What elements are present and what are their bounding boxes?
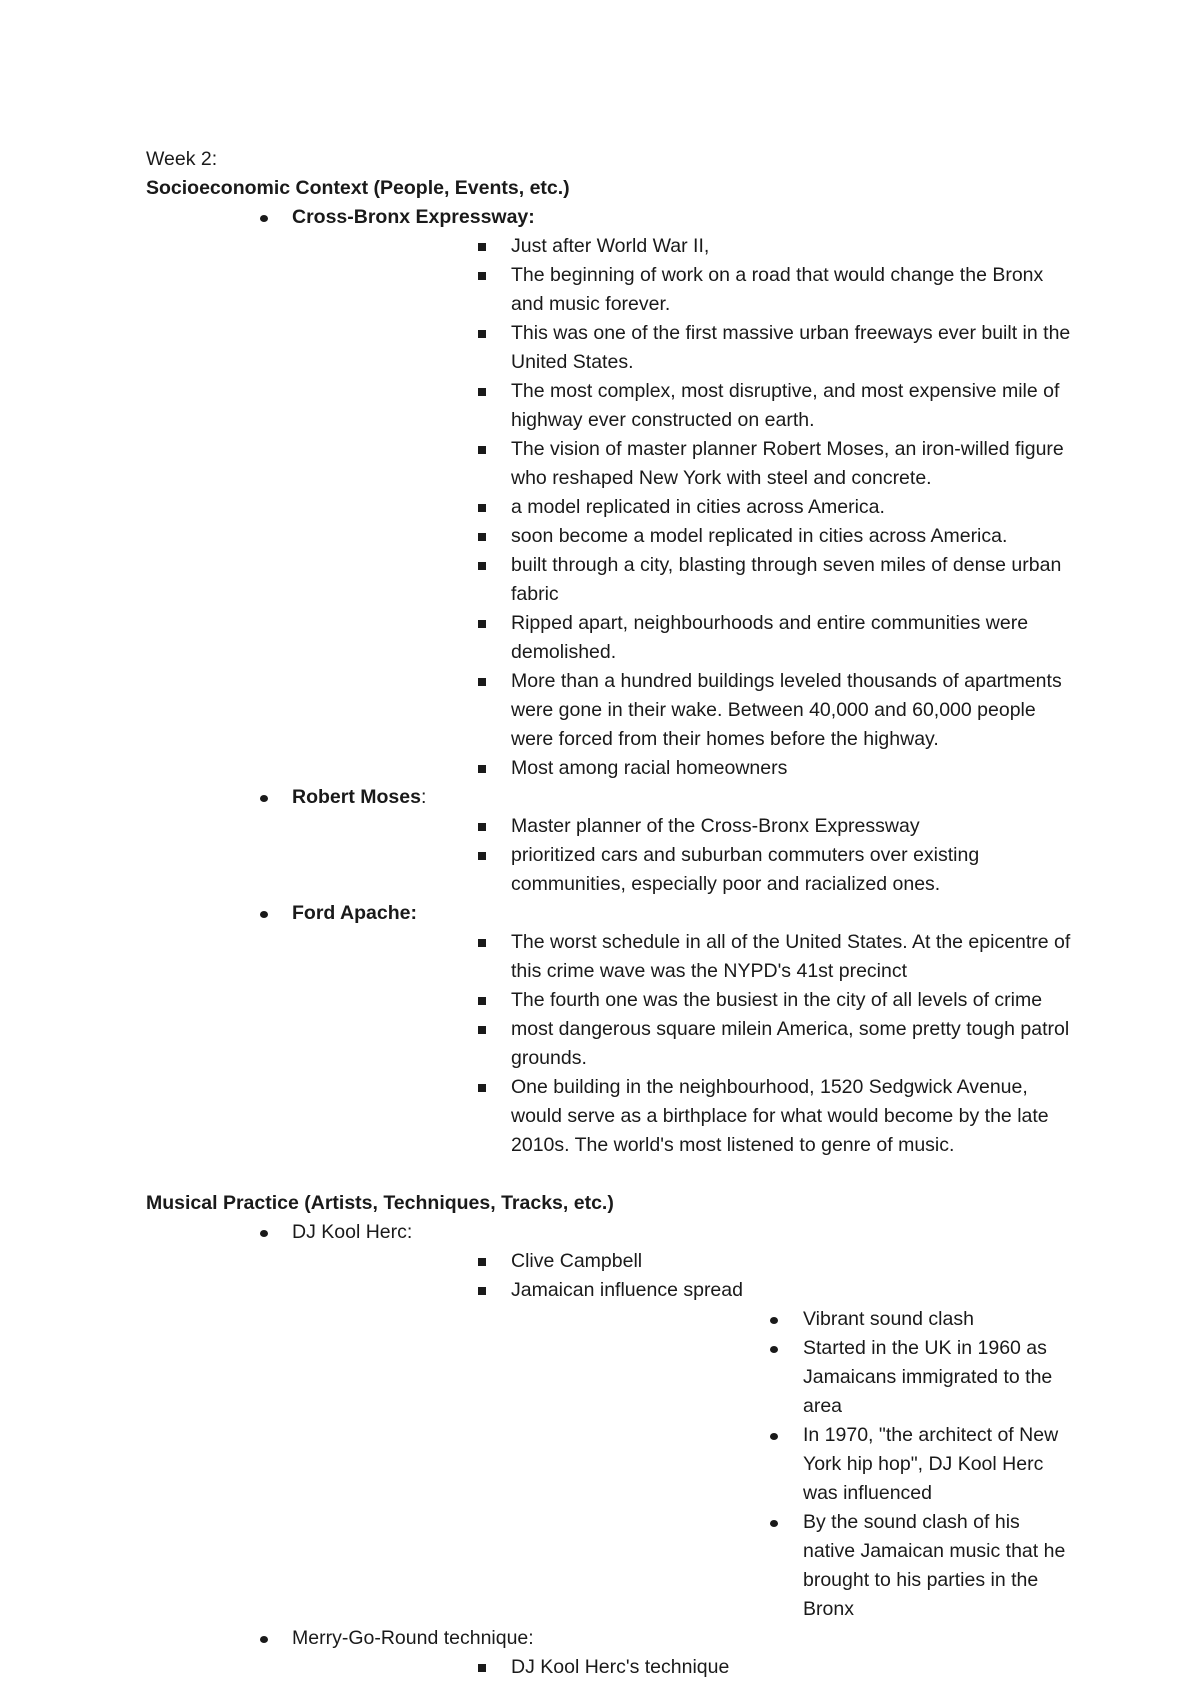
bullet-disc-icon [767, 1305, 787, 1334]
bullet-square-icon [475, 1276, 495, 1305]
bullet-disc-icon [257, 1624, 277, 1653]
bullet-square-icon [475, 1015, 495, 1044]
list-item-merry-go-round [146, 1624, 1076, 1653]
list-item: DJ Kool Herc's technique [292, 1653, 1076, 1682]
merry-go-round-sublist [292, 1653, 1076, 1682]
list-item-ford-apache [146, 899, 1076, 928]
list-item: Started in the UK in 1960 as Jamaicans immigrated to the area [511, 1334, 1076, 1421]
section-spacer [146, 1160, 1076, 1189]
bullet-square-icon [475, 1247, 495, 1276]
ford-apache-sublist [292, 928, 1076, 1160]
list-item: a model replicated in cities across America. [292, 493, 1076, 522]
robert-moses-sublist [292, 812, 1076, 899]
bullet-square-icon [475, 1653, 495, 1682]
list-item: One building in the neighbourhood, 1520 Sedgwick Avenue, would serve as a birthplace for what would become by the late 2010s. The world's most listened to genre of music. [292, 1073, 1076, 1160]
bullet-square-icon [475, 812, 495, 841]
socioeconomic-list [146, 203, 1076, 1160]
list-item: The beginning of work on a road that would change the Bronx and music forever. [292, 261, 1076, 319]
dj-kool-herc-sublist [292, 1247, 1076, 1624]
bullet-square-icon [475, 841, 495, 870]
bullet-square-icon [475, 754, 495, 783]
bullet-square-icon [475, 493, 495, 522]
list-item: most dangerous square milein America, some pretty tough patrol grounds. [292, 1015, 1076, 1073]
item-label: Ford Apache: [292, 902, 417, 924]
bullet-disc-icon [257, 203, 277, 232]
item-label-suffix: : [420, 786, 427, 808]
musical-practice-list [146, 1218, 1076, 1682]
bullet-square-icon [475, 319, 495, 348]
list-item: Vibrant sound clash [511, 1305, 1076, 1334]
list-item: The vision of master planner Robert Moses, an iron-willed figure who reshaped New York with steel and concrete. [292, 435, 1076, 493]
list-item: Ripped apart, neighbourhoods and entire communities were demolished. [292, 609, 1076, 667]
bullet-square-icon [475, 377, 495, 406]
bullet-square-icon [475, 667, 495, 696]
list-item: prioritized cars and suburban commuters over existing communities, especially poor and racialized ones. [292, 841, 1076, 899]
list-item: The fourth one was the busiest in the city of all levels of crime [292, 986, 1076, 1015]
item-label: Robert Moses [292, 786, 421, 808]
bullet-square-icon [475, 609, 495, 638]
cross-bronx-sublist [292, 232, 1076, 783]
list-item: Most among racial homeowners [292, 754, 1076, 783]
list-item: built through a city, blasting through seven miles of dense urban fabric [292, 551, 1076, 609]
list-item: Clive Campbell [292, 1247, 1076, 1276]
item-label: DJ Kool Herc: [292, 1221, 413, 1243]
list-item: This was one of the first massive urban freeways ever built in the United States. [292, 319, 1076, 377]
list-item: In 1970, "the architect of New York hip hop", DJ Kool Herc was influenced [511, 1421, 1076, 1508]
list-item: More than a hundred buildings leveled thousands of apartments were gone in their wake. Between 40,000 and 60,000 people were forced from their homes before the highway. [292, 667, 1076, 754]
list-item: Just after World War II, [292, 232, 1076, 261]
bullet-square-icon [475, 551, 495, 580]
section-title-socioeconomic: Socioeconomic Context (People, Events, etc.) [146, 177, 570, 199]
bullet-square-icon [475, 1073, 495, 1102]
bullet-disc-icon [257, 783, 277, 812]
list-item: The most complex, most disruptive, and most expensive mile of highway ever constructed on earth. [292, 377, 1076, 435]
bullet-square-icon [475, 928, 495, 957]
list-item-dj-kool-herc [146, 1218, 1076, 1247]
bullet-square-icon [475, 261, 495, 290]
bullet-square-icon [475, 522, 495, 551]
list-item: soon become a model replicated in cities across America. [292, 522, 1076, 551]
week-heading: Week 2: [146, 148, 218, 170]
item-label: Merry-Go-Round technique: [292, 1627, 534, 1649]
bullet-disc-icon [767, 1508, 787, 1537]
document-page [146, 145, 1076, 1682]
bullet-disc-icon [257, 899, 277, 928]
item-label: Cross-Bronx Expressway: [292, 206, 535, 228]
section-title-musical-practice: Musical Practice (Artists, Techniques, Tracks, etc.) [146, 1192, 614, 1214]
list-item: By the sound clash of his native Jamaican music that he brought to his parties in the Bronx [511, 1508, 1076, 1624]
bullet-square-icon [475, 435, 495, 464]
list-item: The worst schedule in all of the United States. At the epicentre of this crime wave was the NYPD's 41st precinct [292, 928, 1076, 986]
bullet-square-icon [475, 986, 495, 1015]
list-item: Jamaican influence spread [292, 1276, 1076, 1305]
bullet-disc-icon [257, 1218, 277, 1247]
bullet-disc-icon [767, 1334, 787, 1363]
list-item-robert-moses [146, 783, 1076, 812]
list-item: Master planner of the Cross-Bronx Expressway [292, 812, 1076, 841]
bullet-square-icon [475, 232, 495, 261]
list-item-cross-bronx [146, 203, 1076, 232]
jamaican-influence-sublist [511, 1305, 1076, 1624]
bullet-disc-icon [767, 1421, 787, 1450]
